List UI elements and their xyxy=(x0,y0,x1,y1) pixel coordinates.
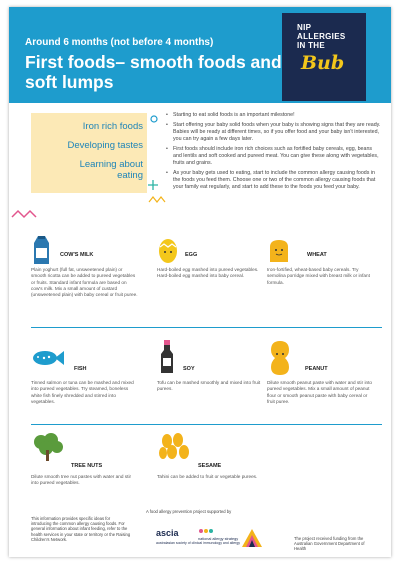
topic-iron: Iron rich foods xyxy=(82,121,143,132)
zigzag-decoration-left xyxy=(10,191,40,221)
logo-line-1: NIP xyxy=(297,23,312,32)
logo-line-2: ALLERGIES xyxy=(297,32,346,41)
sesame-seeds-icon xyxy=(157,432,191,462)
food-name: TREE NUTS xyxy=(71,463,103,469)
national-allergy-strategy-logo xyxy=(198,527,238,542)
food-name: COW'S MILK xyxy=(60,252,94,258)
food-name: PEANUT xyxy=(305,366,328,372)
food-description: Dilute smooth tree nut pastes with water and stir into pureed vegetables. xyxy=(31,474,132,486)
logo-bub: Bub xyxy=(301,52,345,74)
intro-point: • As your baby gets used to eating, start to include the common allergy causing foods in the foods you feed them. Choose one or two of the common allergy causing foods that your family eat regularly, and start to add these to the foods you feed your baby. xyxy=(166,170,382,191)
food-name: WHEAT xyxy=(307,252,327,258)
footer-info: This information provides specific ideas for introducing the common allergy causing foods. For general information about infant feeding, refer to the health services in your state or territory or the Raising Children's Network. xyxy=(31,516,131,542)
nas-dots-icon xyxy=(198,527,214,537)
food-wheat xyxy=(267,235,383,315)
zigzag-decoration xyxy=(147,193,187,205)
plus-decoration xyxy=(147,179,159,191)
peanut-icon xyxy=(269,340,291,376)
tree-icon xyxy=(31,432,65,462)
topic-tastes: Developing tastes xyxy=(67,140,143,151)
food-peanut xyxy=(267,340,383,420)
food-name: EGG xyxy=(185,252,198,258)
food-description: Iron-fortified, wheat-based baby cereals. Try semolina porridge mixed with breast milk or infant formula. xyxy=(267,267,370,285)
nip-allergies-logo xyxy=(282,13,366,101)
food-sesame xyxy=(157,432,273,502)
egg-icon xyxy=(157,237,179,265)
food-description: Tinned salmon or tuna can be mashed and mixed into pureed vegetables. Try steamed, boneless white fish finely shredded and stirred into vegetables. xyxy=(31,380,134,404)
intro-point: • Start offering your baby solid foods when your baby is showing signs that they are ready. Babies will be ready at different times, so if you offer food and your baby isn't interested, you can try again a few days later. xyxy=(166,122,382,143)
food-description: Tofu can be mashed smoothly and mixed into fruit purees. xyxy=(157,380,261,392)
intro-point: • Starting to eat solid foods is an important milestone! xyxy=(166,112,382,119)
food-name: FISH xyxy=(74,366,87,372)
intro-point: • First foods should include iron rich choices such as fortified baby cereals, egg, beans and lentils and soft cooked and pureed meat. You can give these along with vegetables, fruits and grains. xyxy=(166,146,382,167)
food-description: Hard-boiled egg mashed into pureed vegetables. Hard-boiled egg mashed into baby cereal. xyxy=(157,267,259,279)
food-description: Tahini can be added to fruit or vegetable purees. xyxy=(157,474,258,479)
header-banner xyxy=(9,7,391,103)
food-description: Dilute smooth peanut paste with water and stir into pureed vegetables. Mix a small amount of peanut flour or smooth peanut paste with baby cereal or fruit puree. xyxy=(267,380,373,404)
milk-carton-icon xyxy=(31,235,51,265)
food-egg xyxy=(157,235,273,315)
bread-slice-icon xyxy=(267,238,291,264)
soy-sauce-bottle-icon xyxy=(159,340,175,374)
food-tree-nuts xyxy=(31,432,147,502)
food-fish xyxy=(31,340,147,420)
circle-decoration xyxy=(149,114,161,126)
topics-panel xyxy=(31,113,147,193)
support-statement: A food allergy prevention project supported by xyxy=(146,509,232,514)
ascia-tagline: australasian society of clinical immunology and allergy xyxy=(156,541,241,545)
fish-icon xyxy=(31,348,65,368)
food-name: SESAME xyxy=(198,463,222,469)
nas-label: national allergy strategy xyxy=(198,537,239,541)
australian-government-crest-icon xyxy=(240,527,264,551)
food-description: Plain yoghurt (full fat, unsweetened plain) or smooth ricotta can be added to pureed vegetables or fruits. Standard infant formula are based on cow's milk. Mix a small amount of custard (unsweetened plain) with baby cereal or fruit puree. xyxy=(31,267,138,298)
food-cows-milk xyxy=(31,235,147,315)
document-page xyxy=(9,7,391,557)
section-divider xyxy=(31,327,382,328)
ascia-wordmark: ascia xyxy=(156,528,179,538)
food-soy xyxy=(157,340,273,420)
logo-line-3: IN THE xyxy=(297,41,326,50)
food-name: SOY xyxy=(183,366,195,372)
topic-eating: Learning about eating xyxy=(79,159,143,181)
page-title: First foods– smooth foods and soft lumps xyxy=(25,52,282,92)
funding-statement: The project received funding from the Australian Government Department of Health xyxy=(294,536,365,552)
section-divider xyxy=(31,424,382,425)
intro-list xyxy=(166,112,382,194)
age-subtitle: Around 6 months (not before 4 months) xyxy=(25,37,214,48)
